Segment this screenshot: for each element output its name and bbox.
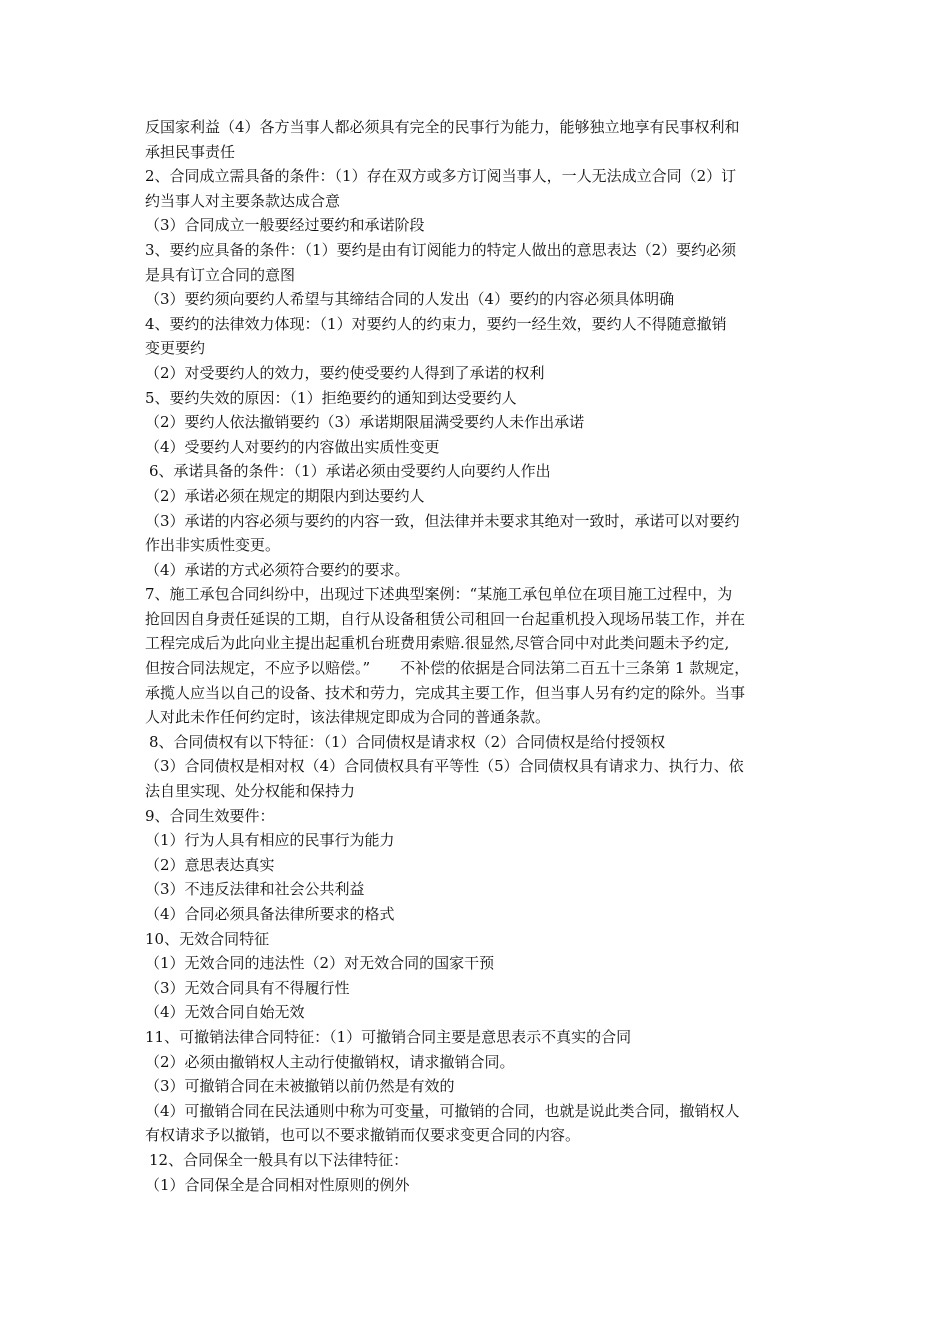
text-line: （4）可撤销合同在民法通则中称为可变量，可撤销的合同，也就是说此类合同，撤销权人	[145, 1101, 740, 1120]
text-line: （1）合同保全是合同相对性原则的例外	[145, 1175, 410, 1194]
text-line: （1）无效合同的违法性（2）对无效合同的国家干预	[145, 954, 495, 973]
text-line: （3）无效合同具有不得履行性	[145, 978, 350, 997]
text-line: （4）承诺的方式必须符合要约的要求。	[145, 560, 410, 579]
text-line: （2）必须由撤销权人主动行使撤销权，请求撤销合同。	[145, 1052, 515, 1071]
text-line: （3）承诺的内容必须与要约的内容一致，但法律并未要求其绝对一致时，承诺可以对要约	[145, 511, 740, 530]
text-line: （3）不违反法律和社会公共利益	[145, 880, 365, 899]
text-line: 10、无效合同特征	[145, 929, 270, 948]
text-line: 5、要约失效的原因：（1）拒绝要约的通知到达受要约人	[145, 388, 517, 407]
text-line: （3）合同债权是相对权（4）合同债权具有平等性（5）合同债权具有请求力、执行力、依	[145, 757, 744, 776]
text-line: （2）要约人依法撤销要约（3）承诺期限届满受要约人未作出承诺	[145, 413, 585, 432]
text-line: 抢回因自身责任延误的工期，自行从设备租赁公司租回一台起重机投入现场吊装工作，并在	[145, 609, 746, 628]
text-line: （4）无效合同自始无效	[145, 1003, 305, 1022]
text-line: 4、要约的法律效力体现：（1）对要约人的约束力，要约一经生效，要约人不得随意撤销	[145, 314, 727, 333]
text-line: 承担民事责任	[145, 142, 236, 161]
text-line: 是具有订立合同的意图	[145, 265, 296, 284]
text-line: 变更要约	[145, 339, 206, 358]
text-line: （4）受要约人对要约的内容做出实质性变更	[145, 437, 440, 456]
text-line: 2、合同成立需具备的条件：（1）存在双方或多方订阅当事人，一人无法成立合同（2）订	[145, 167, 737, 186]
text-line: 法自里实现、处分权能和保持力	[145, 782, 356, 801]
text-line: 反国家利益（4）各方当事人都必须具有完全的民事行为能力，能够独立地享有民事权利和	[145, 118, 740, 136]
text-line: 承揽人应当以自己的设备、技术和劳力，完成其主要工作，但当事人另有约定的除外。当事	[145, 683, 746, 702]
text-line: 人对此未作任何约定时，该法律规定即成为合同的普通条款。	[145, 708, 551, 727]
text-line: （1）行为人具有相应的民事行为能力	[145, 831, 395, 850]
text-line: （3）要约须向要约人希望与其缔结合同的人发出（4）要约的内容必须具体明确	[145, 290, 675, 309]
text-line: （2）承诺必须在规定的期限内到达要约人	[145, 486, 425, 505]
text-line: 12、合同保全一般具有以下法律特征：	[149, 1150, 409, 1169]
text-line: 8、合同债权有以下特征：（1）合同债权是请求权（2）合同债权是给付授领权	[149, 732, 666, 751]
text-line: 7、施工承包合同纠纷中，出现过下述典型案例：“某施工承包单位在项目施工过程中，为	[145, 585, 733, 604]
text-line: （4）合同必须具备法律所要求的格式	[145, 905, 395, 923]
text-line: 3、要约应具备的条件：（1）要约是由有订阅能力的特定人做出的意思表达（2）要约必须	[145, 240, 737, 259]
text-line: 工程完成后为此向业主提出起重机台班费用索赔.很显然,尽管合同中对此类问题未予约定,	[145, 634, 730, 653]
text-line: 11、可撤销法律合同特征：（1）可撤销合同主要是意思表示不真实的合同	[145, 1027, 632, 1046]
document-body	[145, 115, 810, 1197]
text-line: （3）可撤销合同在未被撤销以前仍然是有效的	[145, 1077, 455, 1096]
text-line: 有权请求予以撤销，也可以不要求撤销而仅要求变更合同的内容。	[145, 1126, 581, 1145]
text-line: 约当事人对主要条款达成合意	[145, 191, 341, 210]
text-line: （2）对受要约人的效力，要约使受要约人得到了承诺的权利	[145, 363, 545, 382]
text-line: 9、合同生效要件：	[145, 806, 275, 825]
text-line: （2）意思表达真实	[145, 855, 275, 874]
text-line: 作出非实质性变更。	[145, 536, 281, 555]
text-line: 6、承诺具备的条件：（1）承诺必须由受要约人向要约人作出	[149, 462, 551, 481]
text-line: 但按合同法规定，不应予以赔偿。” 不补偿的依据是合同法第二百五十三条第 1 款规定，	[145, 659, 750, 678]
text-line: （3）合同成立一般要经过要约和承诺阶段	[145, 216, 425, 235]
